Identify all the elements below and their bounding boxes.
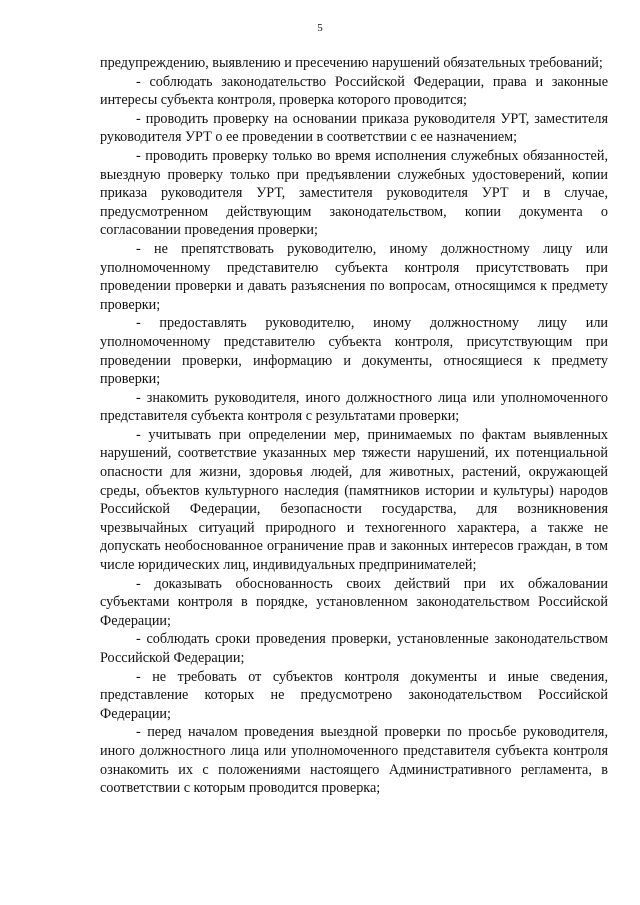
page-number: 5 xyxy=(317,22,323,34)
list-item-inspection-basis: - проводить проверку на основании приказа руководителя УРТ, заместителя руководителя УРТ о ее проведении в соответствии с ее назначением; xyxy=(100,110,608,146)
list-item-justify-actions: - доказывать обоснованность своих действий при их обжаловании субъектами контроля в порядке, установленном законодательством Российской Федерации; xyxy=(100,575,608,629)
list-item-proportional-measures: - учитывать при определении мер, принимаемых по фактам выявленных нарушений, соответствие указанных мер тяжести нарушений, их потенциальной опасности для жизни, здоровья людей, для животных, растений, окружающей среды, объектов культурного наследия (памятников истории и культуры) народов Российской Федерации, безопасности государства, для возникновения чрезвычайных ситуаций природного и техногенного характера, а также не допускать необоснованное ограничение прав и законных интересов граждан, в том числе юридических лиц, индивидуальных предпринимателей; xyxy=(100,426,608,574)
list-item-duty-time: - проводить проверку только во время исполнения служебных обязанностей, выездную проверку только при предъявлении служебных удостоверений, копии приказа руководителя УРТ, заместителя руководителя УРТ и в случае, предусмотренном действующим законодательством, копии документа о согласовании проведения проверки; xyxy=(100,147,608,239)
list-item-no-extra-documents: - не требовать от субъектов контроля документы и иные сведения, представление которых не предусмотрено законодательством Российской Федерации; xyxy=(100,668,608,722)
document-body xyxy=(100,54,608,798)
list-item-comply-with-law: - соблюдать законодательство Российской Федерации, права и законные интересы субъекта контроля, проверка которого проводится; xyxy=(100,73,608,109)
list-item-provide-information: - предоставлять руководителю, иному должностному лицу или уполномоченному представителю субъекта контроля, присутствующим при проведении проверки, информацию и документы, относящиеся к предмету проверки; xyxy=(100,315,608,388)
list-item-observe-deadlines: - соблюдать сроки проведения проверки, установленные законодательством Российской Федерации; xyxy=(100,631,608,666)
list-item-allow-presence: - не препятствовать руководителю, иному должностному лицу или уполномоченному представителю субъекта контроля присутствовать при проведении проверки и давать разъяснения по вопросам, относящимся к предмету проверки; xyxy=(100,240,608,313)
paragraph-continuation: предупреждению, выявлению и пресечению нарушений обязательных требований; xyxy=(100,55,603,71)
list-item-familiarize-regulation: - перед началом проведения выездной проверки по просьбе руководителя, иного должностного лица или уполномоченного представителя субъекта контроля ознакомить их с положениями настоящего Административного регламента, в соответствии с которым проводится проверка; xyxy=(100,724,608,797)
list-item-acquaint-results: - знакомить руководителя, иного должностного лица или уполномоченного представителя субъекта контроля с результатами проверки; xyxy=(100,389,608,425)
